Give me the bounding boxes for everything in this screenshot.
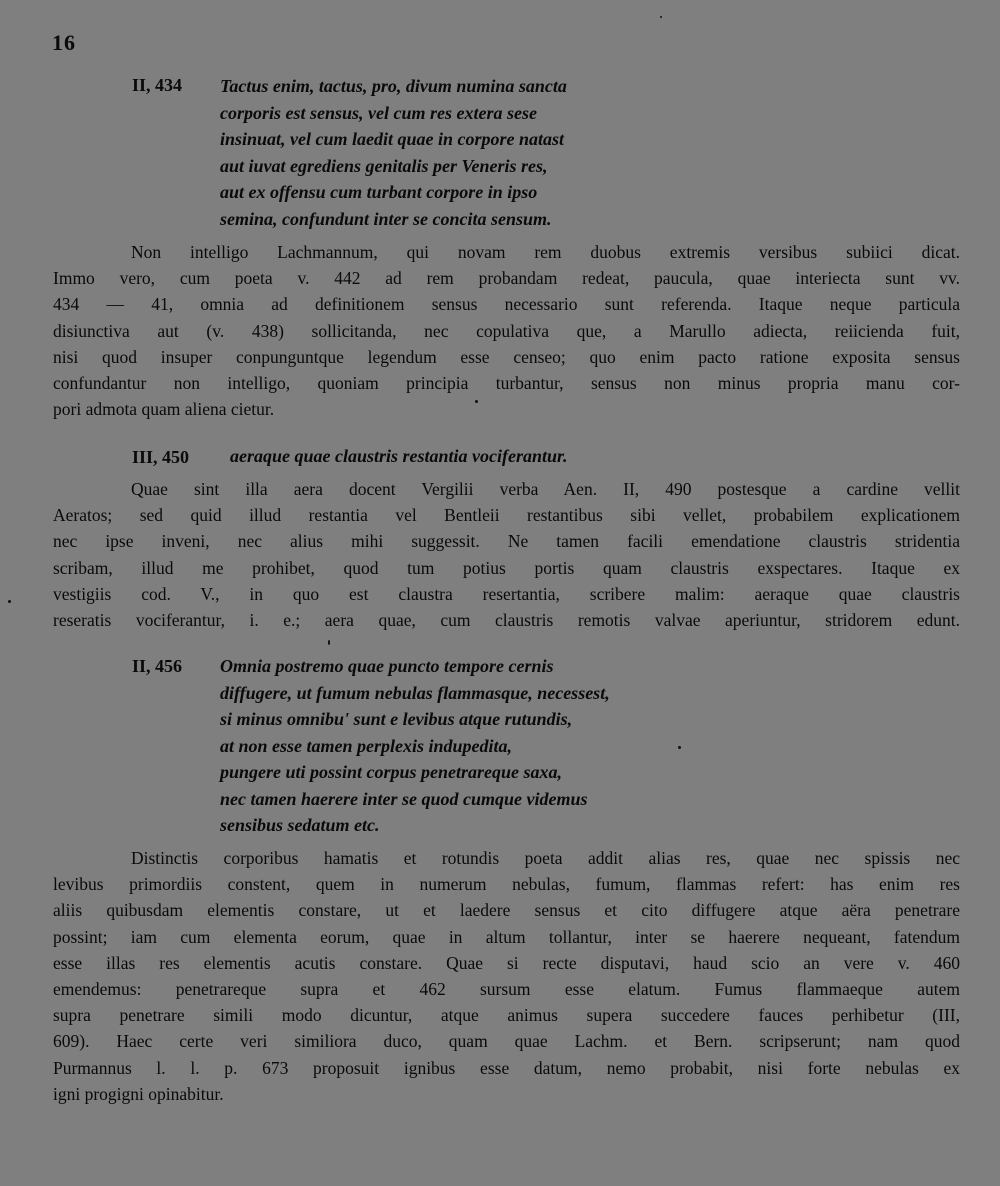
verse-line: nec tamen haerere inter se quod cumque videmus: [220, 788, 588, 809]
verse-line: si minus omnibu' sunt e levibus atque rutundis,: [220, 709, 573, 729]
commentary-line: supra penetrare simili modo dicuntur, atque animus supera succedere fauces perhibetur (III,: [53, 1005, 960, 1026]
page-number: 16: [52, 30, 76, 55]
verse-line: diffugere, ut fumum nebulas flammasque, necessest,: [220, 682, 610, 703]
verse-line: insinuat, vel cum laedit quae in corpore natast: [220, 129, 565, 149]
verse-line: pungere uti possint corpus penetrareque saxa,: [220, 762, 563, 782]
commentary-line: scribam, illud me prohibet, quod tum potius portis quam claustris exspectares. Itaque ex: [53, 557, 960, 578]
verse-line: semina, confundunt inter se concita sensum.: [220, 208, 552, 229]
citation-label: II, 434: [132, 75, 183, 95]
commentary-line: 434 — 41, omnia ad definitionem sensus necessario sunt referenda. Itaque neque particula: [53, 294, 960, 315]
commentary-line: Distinctis corporibus hamatis et rotundis poeta addit alias res, quae nec spissis nec: [131, 848, 960, 868]
commentary-line: vestigiis cod. V., in quo est claustra resertantia, scribere malim: aeraque quae claustris: [53, 583, 960, 604]
commentary-paragraph: [53, 845, 960, 1107]
verse-line: sensibus sedatum etc.: [220, 815, 380, 835]
verse-line: Omnia postremo quae puncto tempore cernis: [220, 656, 554, 676]
verse-quote: aeraque quae claustris restantia vociferantur.: [230, 446, 568, 466]
commentary-line: Quae sint illa aera docent Vergilii verba Aen. II, 490 postesque a cardine vellit: [131, 479, 960, 499]
commentary-line: nisi quod insuper conpunguntque legendum esse censeo; quo enim pacto ratione exposita sensus: [53, 346, 960, 367]
verse-line: Tactus enim, tactus, pro, divum numina sancta: [220, 76, 567, 96]
commentary-line: reseratis vociferantur, i. e.; aera quae, cum claustris remotis valvae aperiuntur, stridorem edunt.: [53, 610, 960, 631]
commentary-line: esse illas res elementis acutis constare. Quae si recte disputavi, haud scio an vere v. 460: [53, 952, 960, 973]
commentary-line: aliis quibusdam elementis constare, ut et laedere sensus et cito diffugere atque aëra penetrare: [53, 900, 960, 921]
verse-line: aut ex offensu cum turbant corpore in ipso: [220, 182, 538, 202]
commentary-line: possint; iam cum elementa eorum, quae in altum tollantur, inter se haerere nequeant, fatendum: [53, 926, 960, 947]
scan-speck: [678, 746, 681, 749]
commentary-line: Immo vero, cum poeta v. 442 ad rem probandam redeat, paucula, quae interiecta sunt vv.: [53, 268, 960, 289]
commentary-line: Non intelligo Lachmannum, qui novam rem duobus extremis versibus subiici dicat.: [131, 242, 960, 262]
scan-speck: [328, 640, 330, 645]
verse-quote: [220, 653, 610, 839]
commentary-line: emendemus: penetrareque supra et 462 sursum esse elatum. Fumus flammaeque autem: [53, 979, 960, 1000]
commentary-paragraph: [53, 239, 960, 422]
commentary-line: Purmannus l. l. p. 673 proposuit ignibus esse datum, nemo probabit, nisi forte nebulas ex: [53, 1057, 960, 1078]
commentary-line: 609). Haec certe veri similiora duco, quam quae Lachm. et Bern. scripserunt; nam quod: [53, 1031, 960, 1052]
scan-speck: [660, 16, 662, 18]
verse-line: at non esse tamen perplexis indupedita,: [220, 735, 513, 756]
citation-label: II, 456: [132, 656, 183, 676]
scan-speck: [8, 600, 11, 603]
verse-line: corporis est sensus, vel cum res extera sese: [220, 102, 537, 123]
commentary-paragraph: [53, 476, 960, 633]
verse-line: aut iuvat egrediens genitalis per Veneris res,: [220, 155, 548, 176]
commentary-line: confundantur non intelligo, quoniam principia turbantur, sensus non minus propria manu cor-: [53, 373, 960, 394]
citation-label: III, 450: [132, 447, 190, 467]
commentary-line: disiunctiva aut (v. 438) sollicitanda, nec copulativa que, a Marullo adiecta, reiicienda fuit,: [53, 320, 960, 341]
verse-quote: [220, 73, 567, 232]
commentary-line: Aeratos; sed quid illud restantia vel Bentleii restantibus sibi vellet, probabilem explicationem: [53, 505, 960, 526]
commentary-line: nec ipse inveni, nec alius mihi suggessit. Ne tamen facili emendatione claustris stridentia: [53, 531, 960, 552]
commentary-line: igni progigni opinabitur.: [53, 1083, 224, 1104]
commentary-line: pori admota quam aliena cietur.: [53, 399, 275, 420]
scan-speck: [475, 400, 478, 403]
commentary-line: levibus primordiis constent, quem in numerum nebulas, fumum, flammas refert: has enim res: [53, 874, 960, 895]
